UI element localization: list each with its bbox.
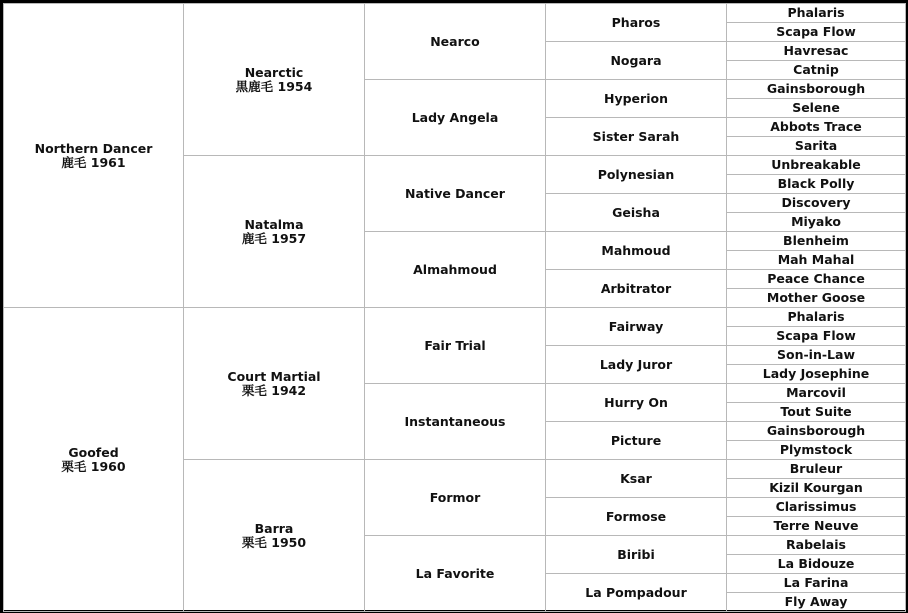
horse-color-year: 栗毛 1950: [241, 534, 307, 550]
horse-name: Court Martial: [227, 368, 321, 384]
gen5-ancestor-cell: Black Polly: [727, 175, 906, 194]
gen5-ancestor-cell: Scapa Flow: [727, 23, 906, 42]
horse-color-year: 鹿毛 1961: [61, 154, 126, 170]
gen5-ancestor-cell: Gainsborough: [727, 80, 906, 99]
parent-cell: [4, 4, 184, 308]
horse-name: Goofed: [68, 444, 119, 460]
gen4-ancestor-cell: Picture: [546, 422, 727, 460]
gen4-ancestor-cell: Pharos: [546, 4, 727, 42]
gen4-ancestor-cell: Formose: [546, 498, 727, 536]
pedigree-row: [4, 308, 906, 327]
gen4-ancestor-cell: Lady Juror: [546, 346, 727, 384]
gen5-ancestor-cell: Clarissimus: [727, 498, 906, 517]
horse-name: Natalma: [244, 216, 304, 232]
gen5-ancestor-cell: Discovery: [727, 194, 906, 213]
great-grandparent-cell: Lady Angela: [365, 80, 546, 156]
horse-color-year: 栗毛 1960: [61, 458, 126, 474]
gen5-ancestor-cell: Phalaris: [727, 308, 906, 327]
gen5-ancestor-cell: La Farina: [727, 574, 906, 593]
gen4-ancestor-cell: Polynesian: [546, 156, 727, 194]
pedigree-row: [4, 4, 906, 23]
parent-cell: [4, 308, 184, 612]
gen5-ancestor-cell: Miyako: [727, 213, 906, 232]
gen5-ancestor-cell: Rabelais: [727, 536, 906, 555]
great-grandparent-cell: Nearco: [365, 4, 546, 80]
grandparent-cell: [184, 308, 365, 460]
gen4-ancestor-cell: Hyperion: [546, 80, 727, 118]
gen4-ancestor-cell: Sister Sarah: [546, 118, 727, 156]
great-grandparent-cell: La Favorite: [365, 536, 546, 612]
gen5-ancestor-cell: Terre Neuve: [727, 517, 906, 536]
gen5-ancestor-cell: Tout Suite: [727, 403, 906, 422]
gen4-ancestor-cell: Arbitrator: [546, 270, 727, 308]
gen5-ancestor-cell: Gainsborough: [727, 422, 906, 441]
pedigree-table: [3, 3, 906, 612]
gen5-ancestor-cell: Havresac: [727, 42, 906, 61]
gen4-ancestor-cell: Ksar: [546, 460, 727, 498]
gen5-ancestor-cell: Blenheim: [727, 232, 906, 251]
gen5-ancestor-cell: Sarita: [727, 137, 906, 156]
horse-name: Nearctic: [244, 64, 304, 80]
great-grandparent-cell: Almahmoud: [365, 232, 546, 308]
gen5-ancestor-cell: Lady Josephine: [727, 365, 906, 384]
horse-color-year: 黒鹿毛 1954: [235, 78, 313, 94]
horse-color-year: 鹿毛 1957: [241, 230, 307, 246]
gen5-ancestor-cell: Marcovil: [727, 384, 906, 403]
great-grandparent-cell: Fair Trial: [365, 308, 546, 384]
gen5-ancestor-cell: Son-in-Law: [727, 346, 906, 365]
great-grandparent-cell: Instantaneous: [365, 384, 546, 460]
horse-name: Barra: [254, 520, 294, 536]
gen5-ancestor-cell: Selene: [727, 99, 906, 118]
gen4-ancestor-cell: Fairway: [546, 308, 727, 346]
gen5-ancestor-cell: Mother Goose: [727, 289, 906, 308]
great-grandparent-cell: Native Dancer: [365, 156, 546, 232]
gen5-ancestor-cell: Bruleur: [727, 460, 906, 479]
gen5-ancestor-cell: Fly Away: [727, 593, 906, 612]
horse-color-year: 栗毛 1942: [241, 382, 307, 398]
great-grandparent-cell: Formor: [365, 460, 546, 536]
grandparent-cell: [184, 4, 365, 156]
gen5-ancestor-cell: Scapa Flow: [727, 327, 906, 346]
gen5-ancestor-cell: Phalaris: [727, 4, 906, 23]
gen5-ancestor-cell: Peace Chance: [727, 270, 906, 289]
gen4-ancestor-cell: Geisha: [546, 194, 727, 232]
gen4-ancestor-cell: Biribi: [546, 536, 727, 574]
gen4-ancestor-cell: Nogara: [546, 42, 727, 80]
gen4-ancestor-cell: La Pompadour: [546, 574, 727, 612]
gen5-ancestor-cell: Mah Mahal: [727, 251, 906, 270]
gen5-ancestor-cell: Catnip: [727, 61, 906, 80]
gen4-ancestor-cell: Hurry On: [546, 384, 727, 422]
gen5-ancestor-cell: Abbots Trace: [727, 118, 906, 137]
gen4-ancestor-cell: Mahmoud: [546, 232, 727, 270]
grandparent-cell: [184, 156, 365, 308]
gen5-ancestor-cell: Plymstock: [727, 441, 906, 460]
gen5-ancestor-cell: Unbreakable: [727, 156, 906, 175]
gen5-ancestor-cell: Kizil Kourgan: [727, 479, 906, 498]
grandparent-cell: [184, 460, 365, 612]
gen5-ancestor-cell: La Bidouze: [727, 555, 906, 574]
horse-name: Northern Dancer: [34, 140, 153, 156]
